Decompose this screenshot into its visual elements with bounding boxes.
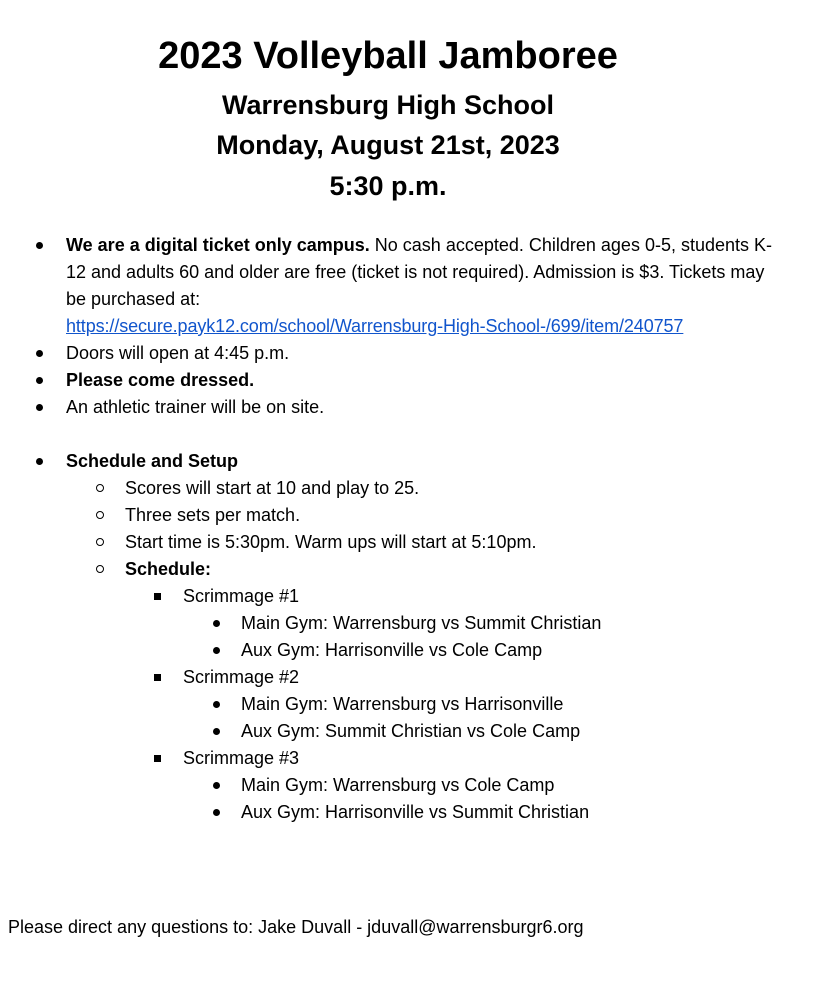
list-item-scrimmage [0, 664, 826, 691]
rule-text: Three sets per match. [125, 505, 301, 525]
scrimmage-name: Scrimmage #1 [183, 586, 300, 606]
bullet-disc-icon [36, 394, 43, 421]
bullet-disc-icon [36, 367, 43, 394]
list-item-game [0, 610, 826, 637]
list-item-trainer [0, 394, 826, 421]
bullet-circle-icon [96, 475, 104, 502]
schedule-setup-heading: Schedule and Setup [66, 451, 239, 471]
bullet-disc-icon [213, 799, 220, 826]
list-item-game [0, 718, 826, 745]
list-item-dress [0, 367, 826, 394]
list-item-scrimmage [0, 745, 826, 772]
bullet-square-icon [154, 664, 161, 691]
bullet-disc-icon [36, 232, 43, 259]
bullet-disc-icon [213, 772, 220, 799]
dress-text: Please come dressed. [66, 370, 255, 390]
ticket-bold-text: We are a digital ticket only campus. [66, 235, 370, 255]
list-item-ticket-info [0, 232, 826, 340]
bullet-circle-icon [96, 502, 104, 529]
bullet-circle-icon [96, 556, 104, 583]
list-item-schedule [0, 556, 826, 583]
bullet-disc-icon [36, 340, 43, 367]
bullet-disc-icon [213, 637, 220, 664]
bullet-circle-icon [96, 529, 104, 556]
doors-text: Doors will open at 4:45 p.m. [66, 343, 290, 363]
list-item-rule [0, 502, 826, 529]
document-body [0, 232, 826, 826]
list-item-schedule-setup [0, 448, 826, 475]
list-item-doors [0, 340, 826, 367]
ticket-info-text: No cash accepted. Children ages 0-5, students K-12 and adults 60 and older are free (ticket is not required). Admission is $3. Tickets may be purchased at: [66, 235, 773, 309]
school-name: Warrensburg High School [221, 90, 554, 120]
event-time: 5:30 p.m. [329, 171, 447, 201]
bullet-disc-icon [36, 448, 43, 475]
bullet-square-icon [154, 745, 161, 772]
rule-text: Scores will start at 10 and play to 25. [125, 478, 420, 498]
list-item-scrimmage [0, 583, 826, 610]
game-text: Aux Gym: Harrisonville vs Cole Camp [241, 640, 543, 660]
game-text: Main Gym: Warrensburg vs Cole Camp [241, 775, 555, 795]
list-item-game [0, 637, 826, 664]
game-text: Aux Gym: Harrisonville vs Summit Christian [241, 802, 590, 822]
bullet-square-icon [154, 583, 161, 610]
bullet-disc-icon [213, 718, 220, 745]
schedule-heading: Schedule: [125, 559, 212, 579]
document-title: 2023 Volleyball Jamboree [158, 35, 618, 77]
ticket-purchase-link[interactable]: https://secure.payk12.com/school/Warrensburg-High-School-/699/item/240757 [66, 316, 684, 336]
game-text: Main Gym: Warrensburg vs Harrisonville [241, 694, 564, 714]
bullet-disc-icon [213, 610, 220, 637]
game-text: Aux Gym: Summit Christian vs Cole Camp [241, 721, 581, 741]
list-item-game [0, 799, 826, 826]
contact-footer: Please direct any questions to: Jake Duvall - jduvall@warrensburgr6.org [8, 917, 584, 937]
list-item-game [0, 691, 826, 718]
scrimmage-name: Scrimmage #3 [183, 748, 300, 768]
list-item-game [0, 772, 826, 799]
list-item-rule [0, 529, 826, 556]
bullet-disc-icon [213, 691, 220, 718]
game-text: Main Gym: Warrensburg vs Summit Christian [241, 613, 602, 633]
trainer-text: An athletic trainer will be on site. [66, 397, 325, 417]
list-item-rule [0, 475, 826, 502]
rule-text: Start time is 5:30pm. Warm ups will start at 5:10pm. [125, 532, 537, 552]
scrimmage-name: Scrimmage #2 [183, 667, 300, 687]
event-date: Monday, August 21st, 2023 [216, 130, 560, 160]
